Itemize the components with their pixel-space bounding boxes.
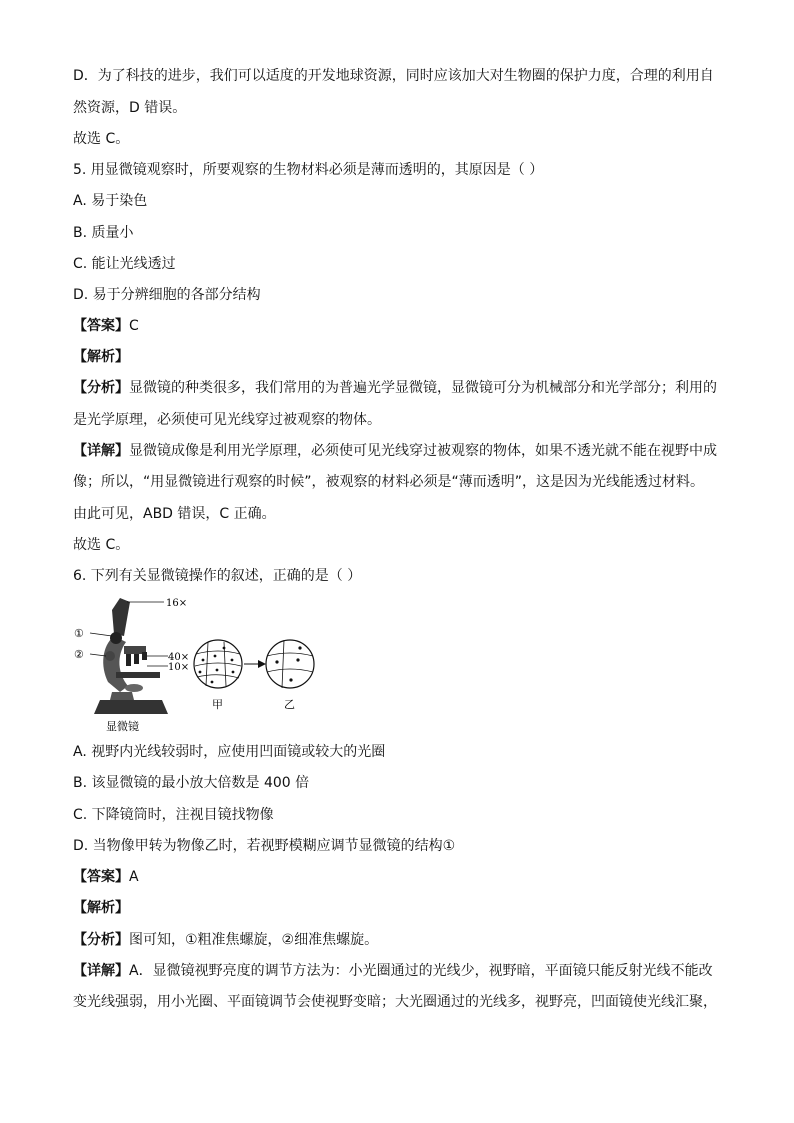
objective-low-label: 10× (168, 662, 190, 673)
option-b: B. 该显微镜的最小放大倍数是 400 倍 (73, 775, 310, 791)
option-a: A. 视野内光线较弱时，应使用凹面镜或较大的光圈 (73, 744, 386, 760)
text-line: 故选 C。 (73, 131, 130, 147)
option-c: C. 能让光线透过 (73, 256, 176, 272)
fenxi-text: 显微镜的种类很多，我们常用的为普遍光学显微镜，显微镜可分为机械部分和光学部分；利用的 (129, 380, 717, 396)
text-line: 像；所以，“用显微镜进行观察的时候”，被观察的材料必须是“薄而透明”，这是因为光线能透过材料。 (73, 474, 705, 490)
answer-value: C (129, 318, 139, 334)
fenxi-text: 图可知，①粗准焦螺旋，②细准焦螺旋。 (129, 932, 379, 948)
option-d: D. 当物像甲转为物像乙时，若视野模糊应调节显微镜的结构① (73, 838, 456, 854)
xiangjie-tag: 【详解】 (73, 443, 129, 459)
view-jia-icon (194, 640, 242, 688)
label-jia: 甲 (212, 698, 223, 711)
xiangjie-tag: 【详解】 (73, 963, 129, 979)
label-1: ① (74, 627, 84, 640)
text-line: 故选 C。 (73, 537, 130, 553)
text-line: 由此可见，ABD 错误，C 正确。 (73, 506, 276, 522)
analysis-line (73, 930, 378, 950)
answer-line (73, 867, 139, 887)
view-yi-icon (266, 640, 314, 688)
label-yi: 乙 (284, 698, 295, 711)
question-5: 5. 用显微镜观察时，所要观察的生物材料必须是薄而透明的，其原因是（ ） (73, 162, 544, 178)
detail-line (73, 441, 717, 461)
fenxi-tag: 【分析】 (73, 380, 129, 396)
option-c: C. 下降镜筒时，注视目镜找物像 (73, 807, 274, 823)
option-d: D. 易于分辨细胞的各部分结构 (73, 287, 261, 303)
option-a: A. 易于染色 (73, 193, 148, 209)
answer-value: A (129, 869, 139, 885)
analysis-tag: 【解析】 (73, 900, 129, 916)
eyepiece-label: 16× (166, 598, 188, 609)
question-6: 6. 下列有关显微镜操作的叙述，正确的是（ ） (73, 568, 362, 584)
microscope-figure (72, 596, 342, 736)
objective-high-label: 40× (168, 652, 190, 663)
answer-tag: 【答案】 (73, 869, 129, 885)
text-line: 是光学原理，必须使可见光线穿过被观察的物体。 (73, 412, 381, 428)
answer-line (73, 316, 139, 336)
xiangjie-text: A．显微镜视野亮度的调节方法为：小光圈通过的光线少，视野暗，平面镜只能反射光线不能改 (129, 963, 713, 979)
answer-tag: 【答案】 (73, 318, 129, 334)
option-b: B. 质量小 (73, 225, 134, 241)
fenxi-tag: 【分析】 (73, 932, 129, 948)
detail-line (73, 961, 713, 981)
analysis-tag: 【解析】 (73, 349, 129, 365)
text-line: 变光线强弱，用小光圈、平面镜调节会使视野变暗；大光圈通过的光线多，视野亮，凹面镜使光线汇聚， (73, 994, 717, 1010)
microscope-caption: 显微镜 (106, 720, 139, 733)
text-line: D．为了科技的进步，我们可以适度的开发地球资源，同时应该加大对生物圈的保护力度，合理的利用自 (73, 68, 714, 84)
xiangjie-text: 显微镜成像是利用光学原理，必须使可见光线穿过被观察的物体，如果不透光就不能在视野中成 (129, 443, 717, 459)
label-2: ② (74, 648, 84, 661)
analysis-line (73, 378, 717, 398)
arrow-icon (258, 660, 266, 668)
text-line: 然资源，D 错误。 (73, 100, 187, 116)
